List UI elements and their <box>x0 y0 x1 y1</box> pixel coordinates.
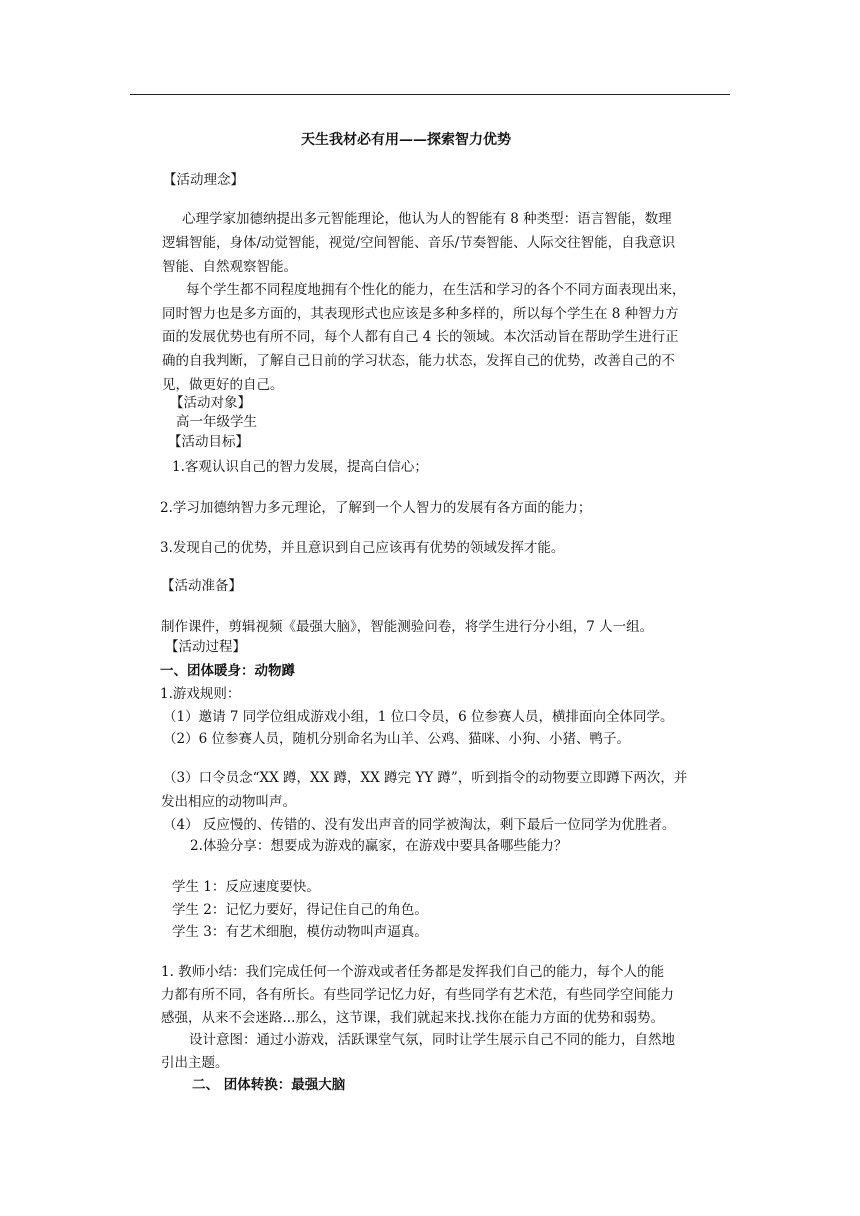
paragraph-line: 1. 教师小结：我们完成任何一个游戏或者任务都是发挥我们自己的能力，每个人的能 <box>161 964 665 980</box>
body-line: 高一年级学生 <box>176 414 257 430</box>
paragraph-line: 设计意图：通过小游戏，活跃课堂气氛，同时让学生展示自己不同的能力，自然地 <box>189 1032 675 1048</box>
list-item: （2）6 位参赛人员，随机分别命名为山羊、公鸡、猫咪、小狗、小猪、鸭子。 <box>163 731 630 747</box>
paragraph-line: 确的自我判断，了解自己日前的学习状态，能力状态，发挥自己的优势，改善自己的不 <box>162 353 675 369</box>
student-answer: 学生 1：反应速度要快。 <box>172 879 320 895</box>
list-item: 2.学习加德纳智力多元理论，了解到一个人智力的发展有各方面的能力； <box>160 500 592 516</box>
paragraph-line: 智能、自然观察智能。 <box>162 259 297 275</box>
paragraph-line: 面的发展优势也有所不同，每个人都有自己 4 长的领域。本次活动旨在帮助学生进行正 <box>162 329 679 345</box>
list-item: 1.客观认识自己的智力发展，提高白信心； <box>172 459 428 475</box>
paragraph-line: 同时智力也是多方面的，其表现形式也应该是多种多样的，所以每个学生在 8 种智力方 <box>162 306 679 322</box>
paragraph-line: 见，做更好的自己。 <box>162 377 284 393</box>
section-heading: 【活动准备】 <box>161 578 242 594</box>
body-line: 1.游戏规则： <box>160 686 241 702</box>
paragraph-line: 每个学生都不同程度地拥有个性化的能力，在生活和学习的各个不同方面表现出来， <box>186 282 686 298</box>
list-item: 发出相应的动物叫声。 <box>161 794 296 810</box>
section-heading: 【活动对象】 <box>170 395 251 411</box>
section-heading: 【活动理念】 <box>163 172 244 188</box>
paragraph-line: 感强，从来不会迷路...那么，这节课，我们就起来找.找你在能力方面的优势和弱势。 <box>161 1010 665 1026</box>
subsection-heading: 二、 团体转换：最强大脑 <box>192 1077 346 1093</box>
section-heading: 【活动过程】 <box>165 639 246 655</box>
body-line: 制作课件，剪辑视频《最强大脑》，智能测验问卷，将学生进行分小组，7 人一组。 <box>161 619 654 635</box>
list-item: （1）邀请 7 同学位组成游戏小组，1 位口令员，6 位参赛人员，横排面向全体同学。 <box>163 709 674 725</box>
paragraph-line: 力都有所不同，各有所长。有些同学记忆力好，有些同学有艺术范，有些同学空间能力 <box>161 987 674 1003</box>
subsection-heading: 一、团体暖身：动物蹲 <box>160 663 295 679</box>
list-item: （3）口令员念“XX 蹲，XX 蹲，XX 蹲完 YY 蹲”，听到指令的动物要立即蹲下两次，并 <box>163 770 688 786</box>
section-heading: 【活动目标】 <box>168 434 249 450</box>
paragraph-line: 心理学家加德纳提出多元智能理论，他认为人的智能有 8 种类型：语言智能，数理 <box>182 211 672 227</box>
header-rule <box>130 94 730 95</box>
student-answer: 学生 2：记忆力要好，得记住自己的角色。 <box>172 902 428 918</box>
body-line: 2.体验分享：想要成为游戏的赢家，在游戏中要具备哪些能力？ <box>190 838 568 854</box>
list-item: 3.发现自己的优势，并且意识到自己应该再有优势的领域发挥才能。 <box>160 540 565 556</box>
student-answer: 学生 3：有艺术细胞，模仿动物叫声逼真。 <box>172 924 428 940</box>
paragraph-line: 引出主题。 <box>161 1055 229 1071</box>
list-item: （4） 反应慢的、传错的、没有发出声音的同学被淘汰，剩下最后一位同学为优胜者。 <box>163 817 676 833</box>
document-title: 天生我材必有用——探索智力优势 <box>301 132 511 148</box>
paragraph-line: 逻辑智能，身体/动觉智能，视觉/空间智能、音乐/节奏智能、人际交往智能，自我意识 <box>162 235 676 251</box>
